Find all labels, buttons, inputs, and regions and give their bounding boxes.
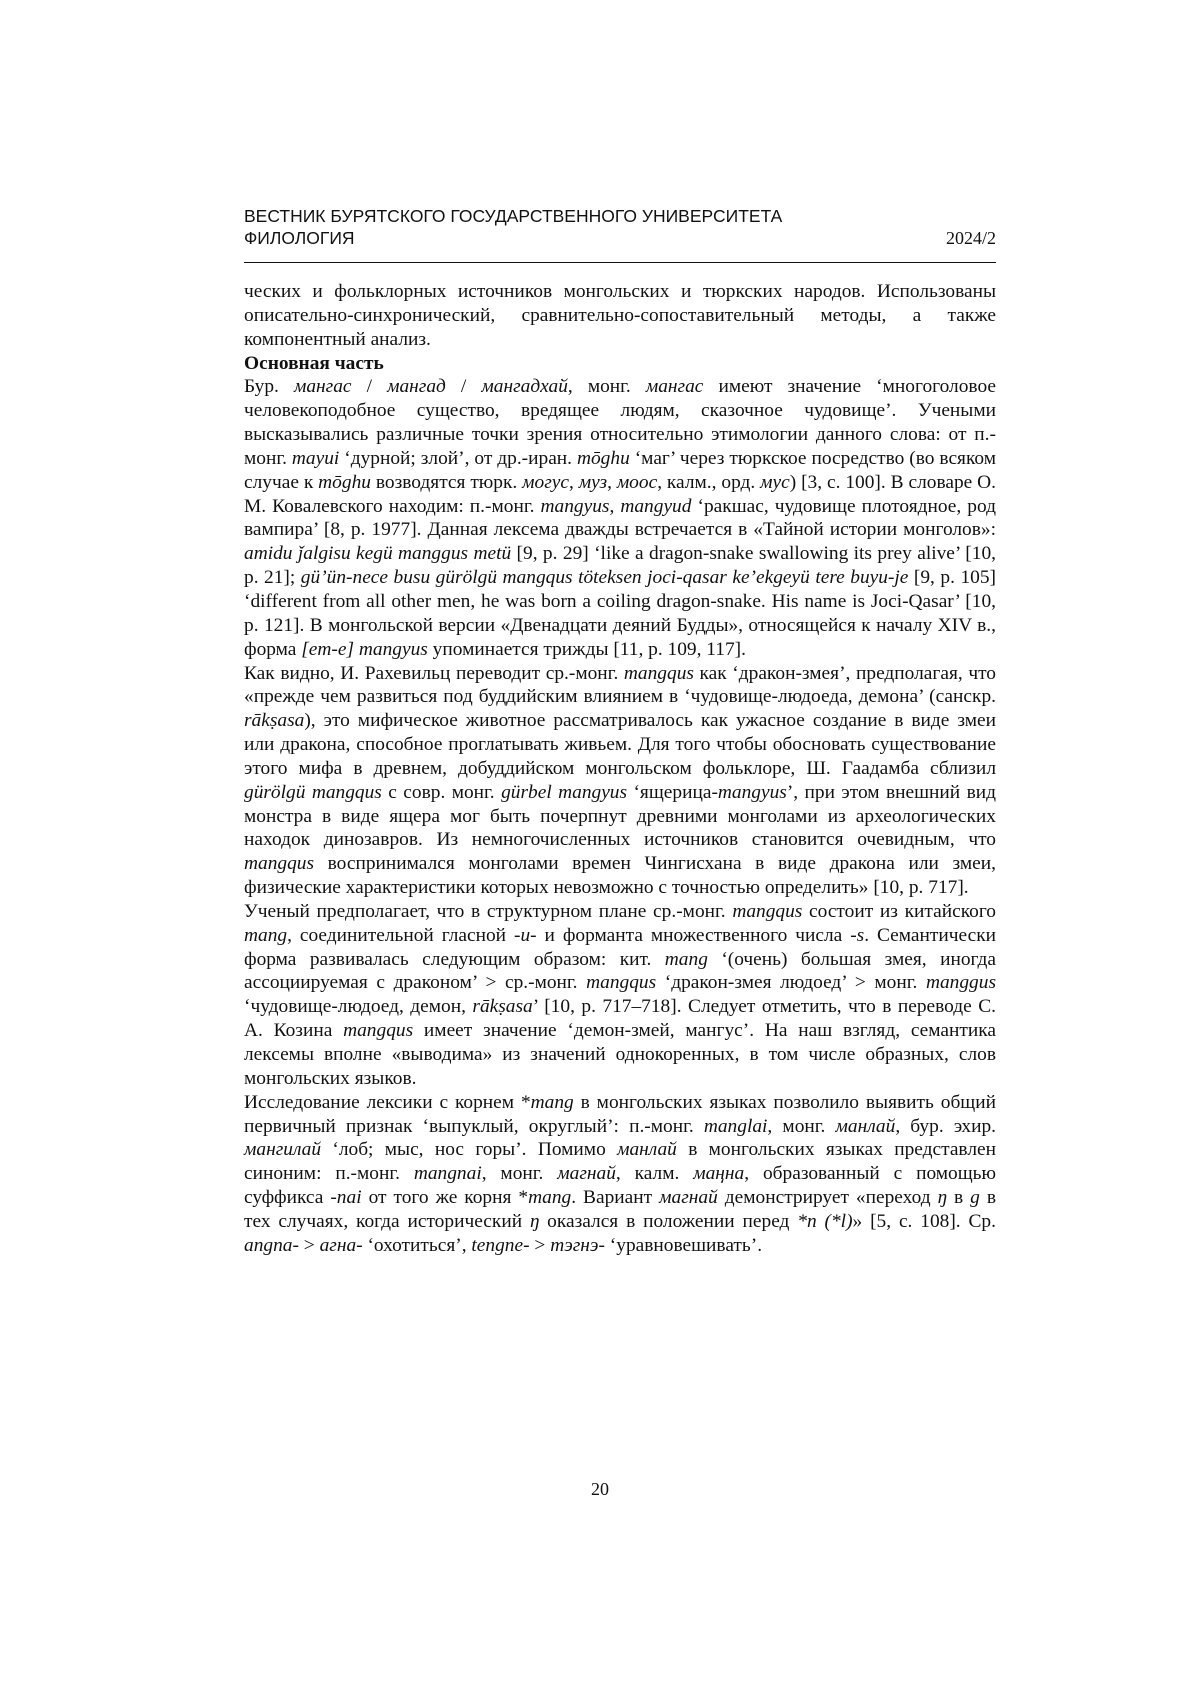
italic-term: мангадхай [481,376,568,398]
italic-term: tengne- [471,1234,530,1256]
italic-term: mangqus [343,1020,414,1042]
running-header [244,205,996,249]
italic-term: тэгнэ- [550,1234,605,1256]
paragraph-1: Бур. мангас / мангад / мангадхай, монг. мангас имеют значение ‘многоголовое человекоподобное существо, вредящее людям, сказочное чудовище’. Учеными высказывались различные точки зрения относительно этимологии данного слова: от п.-монг. mayui ‘дурной; злой’, от др.-иран. mōghu ‘маг’ через тюркское посредство (во всяком случае к mōghu возводятся тюрк. могус, муз, моос, калм., орд. мус) [3, с. 100]. В словаре О. М. Ковалевского находим: п.-монг. mangyus, mangyud ‘ракшас, чудовище плотоядное, род вампира’ [8, p. 1977]. Данная лексема дважды встречается в «Тайной истории монголов»: amidu ǰalgisu kegü manggus metü [9, p. 29] ‘like a dragon-snake swallowing its prey alive’ [10, p. 21]; gü’ün-nece busu gürölgü mangqus töteksen joci-qasar ke’ekgeyü tere buyu-je [9, p. 105] ‘different from all other men, he was born a coiling dragon-snake. His name is Joci-Qasar’ [10, p. 121]. В монгольской версии «Двенадцати деяний Будды», относящейся к началу XIV в., форма [em-e] mangyus упоминается трижды [11, p. 109, 117]. [244,376,997,660]
italic-term: mangqus [623,662,694,684]
section-heading: Основная часть [244,352,384,374]
italic-term: gürölgü mangqus [244,781,382,803]
page-number: 20 [591,1479,609,1499]
paragraph-3: Ученый предполагает, что в структурном плане ср.-монг. mangqus состоит из китайского mang, соединительной гласной -u- и форманта множественного числа -s. Семантически форма развивалась следующим образом: кит. mang ‘(очень) большая змея, иногда ассоциируемая с драконом’ > ср.-монг. mangqus ‘дракон-змея людоед’ > монг. manggus ‘чудовище-людоед, демон, rākṣasa’ [10, p. 717–718]. Следует отметить, что в переводе С. А. Козина mangqus имеет значение ‘демон-змей, мангус’. На наш взгляд, семантика лексемы вполне «выводима» из значений однокоренных, в том числе образных, слов монгольских языков. [244,900,997,1089]
italic-term: мангас [645,376,704,398]
italic-term: rākṣasa [244,710,305,732]
italic-term: mang [530,1091,574,1113]
italic-term: mang [664,948,708,970]
italic-term: магнай [659,1187,718,1209]
italic-term: мангад [387,376,446,398]
italic-term: манлай [617,1139,677,1161]
italic-term: manggus [925,972,996,994]
italic-term: angna- [244,1234,299,1256]
italic-term: mang [528,1187,572,1209]
italic-term: [em-e] mangyus [301,638,428,660]
italic-term: manglai [703,1115,768,1137]
italic-term: моос [616,471,658,493]
italic-term: *n (*l) [797,1210,853,1232]
italic-term: ŋ [937,1187,947,1209]
journal-title: ВЕСТНИК БУРЯТСКОГО ГОСУДАРСТВЕННОГО УНИВЕРСИТЕТА [244,206,783,226]
italic-term: gürbel mangyus [501,781,628,803]
italic-term: -u- [513,924,537,946]
italic-term: мангас [293,376,352,398]
italic-term: магнай [557,1163,616,1185]
italic-term: mangnai [413,1163,482,1185]
header-line-2 [244,227,996,249]
italic-term: amidu ǰalgisu kegü manggus metü [244,543,512,565]
italic-term: mangyus [717,781,787,803]
italic-term: mang [244,924,288,946]
article-body [244,280,996,1258]
italic-term: gü’ün-nece busu gürölgü mangqus töteksen joci-qasar ke’ekgeyü tere buyu-je [300,567,909,589]
italic-term: mangqus [732,900,803,922]
italic-term: мус [760,471,790,493]
section-name: ФИЛОЛОГИЯ [244,228,355,248]
italic-term: mayui [291,447,340,469]
italic-term: ŋ [529,1210,540,1232]
italic-term: mangqus [586,972,657,994]
italic-term: -nai [330,1187,362,1209]
italic-term: g [970,1187,980,1209]
italic-term: rākṣasa [472,996,533,1018]
italic-term: mōghu [318,471,371,493]
header-rule [244,262,996,263]
italic-term: агна- [319,1234,363,1256]
italic-term: мангилай [244,1139,322,1161]
italic-term: -s [850,924,865,946]
italic-term: mangqus [244,853,315,875]
paragraph-intro: ческих и фольклорных источников монгольских и тюркских народов. Использованы описательно-синхронический, сравнительно-сопоставительный методы, а также компонентный анализ. [244,281,996,350]
paragraph-4: Исследование лексики с корнем *mang в монгольских языках позволило выявить общий первичный признак ‘выпуклый, округлый’: п.-монг. manglai, монг. манлай, бур. эхир. мангилай ‘лоб; мыс, нос горы’. Помимо манлай в монгольских языках представлен синоним: п.-монг. mangnai, монг. магнай, калм. маңна, образованный с помощью суффикса -nai от того же корня *mang. Вариант магнай демонстрирует «переход ŋ в g в тех случаях, когда исторический ŋ оказался в положении перед *n (*l)» [5, с. 108]. Ср. angna- > агна- ‘охотиться’, tengne- > тэгнэ- ‘уравновешивать’. [244,1091,997,1256]
italic-term: mangyud [620,495,692,517]
italic-term: mōghu [576,447,630,469]
italic-term: манлай [835,1115,896,1137]
italic-term: маңна [693,1163,745,1185]
issue-number: 2024/2 [945,228,996,248]
italic-term: mangyus [540,495,610,517]
italic-term: могус [522,471,570,493]
italic-term: муз [578,471,608,493]
paragraph-2: Как видно, И. Рахевильц переводит ср.-монг. mangqus как ‘дракон-змея’, предполагая, что «прежде чем развиться под буддийским влиянием в ‘чудовище-людоеда, демона’ (санскр. rākṣasa), это мифическое животное рассматривалось как ужасное создание в виде змеи или дракона, способное проглатывать живьем. Для того чтобы обосновать существование этого мифа в древнем, добуддийском монгольском фольклоре, Ш. Гаадамба сблизил gürölgü mangqus с совр. монг. gürbel mangyus ‘ящерица-mangyus’, при этом внешний вид монстра в виде ящера мог быть почерпнут древними монголами из археологических находок динозавров. Из немногочисленных источников становится очевидным, что mangqus воспринимался монголами времен Чингисхана в виде дракона или змеи, физические характеристики которых невозможно с точностью определить» [10, p. 717]. [244,662,996,899]
